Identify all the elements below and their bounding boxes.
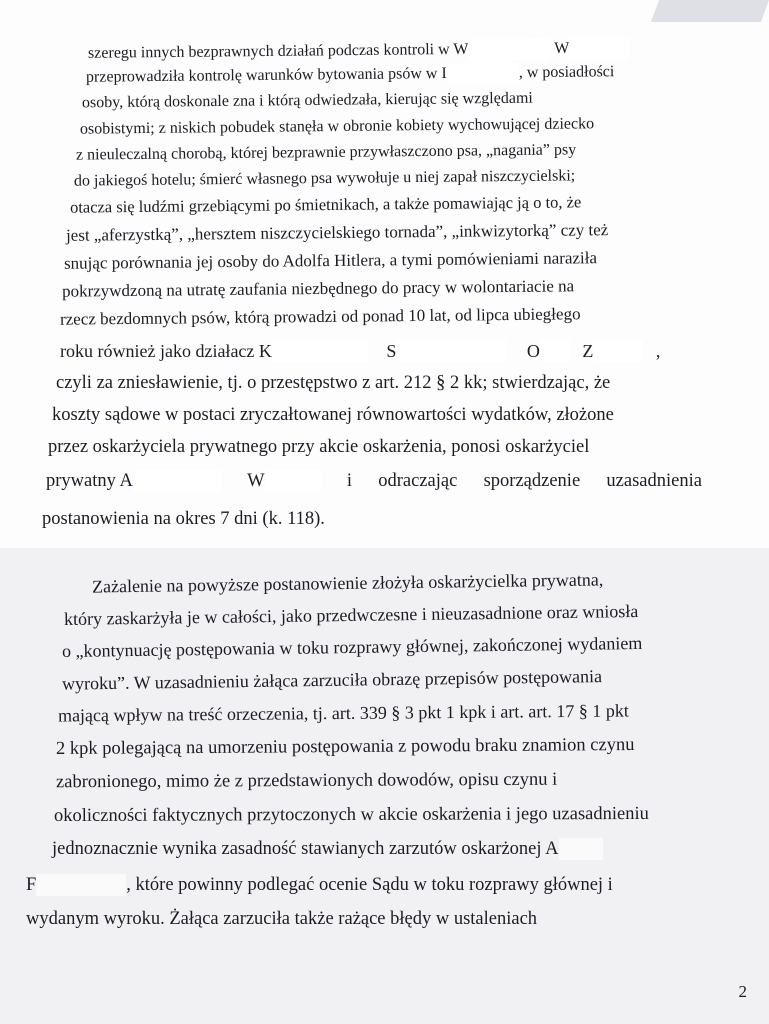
text-line: wyroku”. W uzasadnieniu żałąca zarzuciła obrazę przepisów postępowania xyxy=(61,666,603,694)
text-line: okoliczności faktycznych przytoczonych w akcie oskarżenia i jego uzasadnieniu xyxy=(53,803,649,827)
text-line: osoby, którą doskonale zna i którą odwiedzała, kierując się względami xyxy=(81,89,533,112)
text-line: przez oskarżyciela prywatnego przy akcie oskarżenia, ponosi oskarżyciel xyxy=(48,437,590,457)
text-line: F , które powinny podlegać ocenie Sądu w toku rozprawy głównej i xyxy=(26,875,613,895)
redaction xyxy=(272,340,368,362)
redaction xyxy=(447,62,519,85)
redaction xyxy=(36,874,126,896)
redaction xyxy=(540,340,570,362)
text-line: otacza się ludźmi grzebiącymi po śmietnikach, a także pomawiając ją o to, że xyxy=(69,192,582,217)
text-line: zabronionego, mimo że z przedstawionych dowodów, opisu czynu i xyxy=(55,769,558,793)
redaction xyxy=(468,38,550,61)
text-line: o „kontynuację postępowania w toku rozprawy głównej, zakończonej wydaniem xyxy=(61,632,643,662)
text-line: jest „aferzystką”, „hersztem niszczycielskiego tornada”, „inkwizytorką” czy też xyxy=(65,220,609,245)
redaction xyxy=(396,340,506,362)
text-line: rzecz bezdomnych psów, którą prowadzi od ponad 10 lat, od lipca ubiegłego xyxy=(59,304,581,329)
underlying-page-corner xyxy=(651,0,769,22)
text-line: postanowienia na okres 7 dni (k. 118). xyxy=(42,509,325,529)
text-line: który zaskarżyła je w całości, jako przedwczesne i nieuzasadnione oraz wniosła xyxy=(63,600,639,630)
redaction xyxy=(593,340,643,362)
redaction xyxy=(559,838,603,860)
text-line: koszty sądowe w postaci zryczałtowanej równowartości wydatków, złożone xyxy=(52,405,614,425)
text-line: czyli za zniesławienie, tj. o przestępstwo z art. 212 § 2 kk; stwierdzając, że xyxy=(56,373,611,393)
text-line: pokrzywdzoną na utratę zaufania niezbędnego do pracy w wolontariacie na xyxy=(61,276,575,301)
text-line: jednoznacznie wynika zasadność stawianych zarzutów oskarżonej A xyxy=(52,838,603,860)
text-line: Zażalenie na powyższe postanowienie złożyła oskarżycielka prywatna, xyxy=(91,569,604,597)
text-line: osobistymi; z niskich pobudek stanęła w obronie kobiety wychowującej dziecko xyxy=(79,115,595,138)
text-line: przeprowadziła kontrolę warunków bytowania psów w I , w posiadłości xyxy=(85,63,615,86)
text-line: 2 kpk polegającą na umorzeniu postępowania z powodu braku znamion czynu xyxy=(55,734,635,760)
redaction xyxy=(133,470,221,492)
text-line: do jakiegoś hotelu; śmierć własnego psa wywołuje u niej zapał niszczycielski; xyxy=(73,167,576,190)
text-line: roku również jako działacz K S O Z , xyxy=(60,341,661,361)
text-line: z nieuleczalną chorobą, której bezprawnie przywłaszczono psa, „nagania” psy xyxy=(75,141,577,164)
text-line: wydanym wyroku. Żałąca zarzuciła także rażące błędy w ustaleniach xyxy=(26,909,538,929)
text-line: prywatny A W i odraczając sporządzenie uzasadnienia xyxy=(46,471,702,491)
redaction xyxy=(569,37,629,60)
text-line: szeregu innych bezprawnych działań podczas kontroli w W W xyxy=(88,37,629,65)
text-line: snując porównania jej osoby do Adolfa Hitlera, a tymi pomówieniami naraziła xyxy=(63,248,598,273)
page-number: 2 xyxy=(738,982,747,1001)
text-line: mającą wpływ na treść orzeczenia, tj. art. 339 § 3 pkt 1 kpk i art. art. 17 § 1 pkt xyxy=(57,700,629,726)
redaction xyxy=(265,470,321,492)
